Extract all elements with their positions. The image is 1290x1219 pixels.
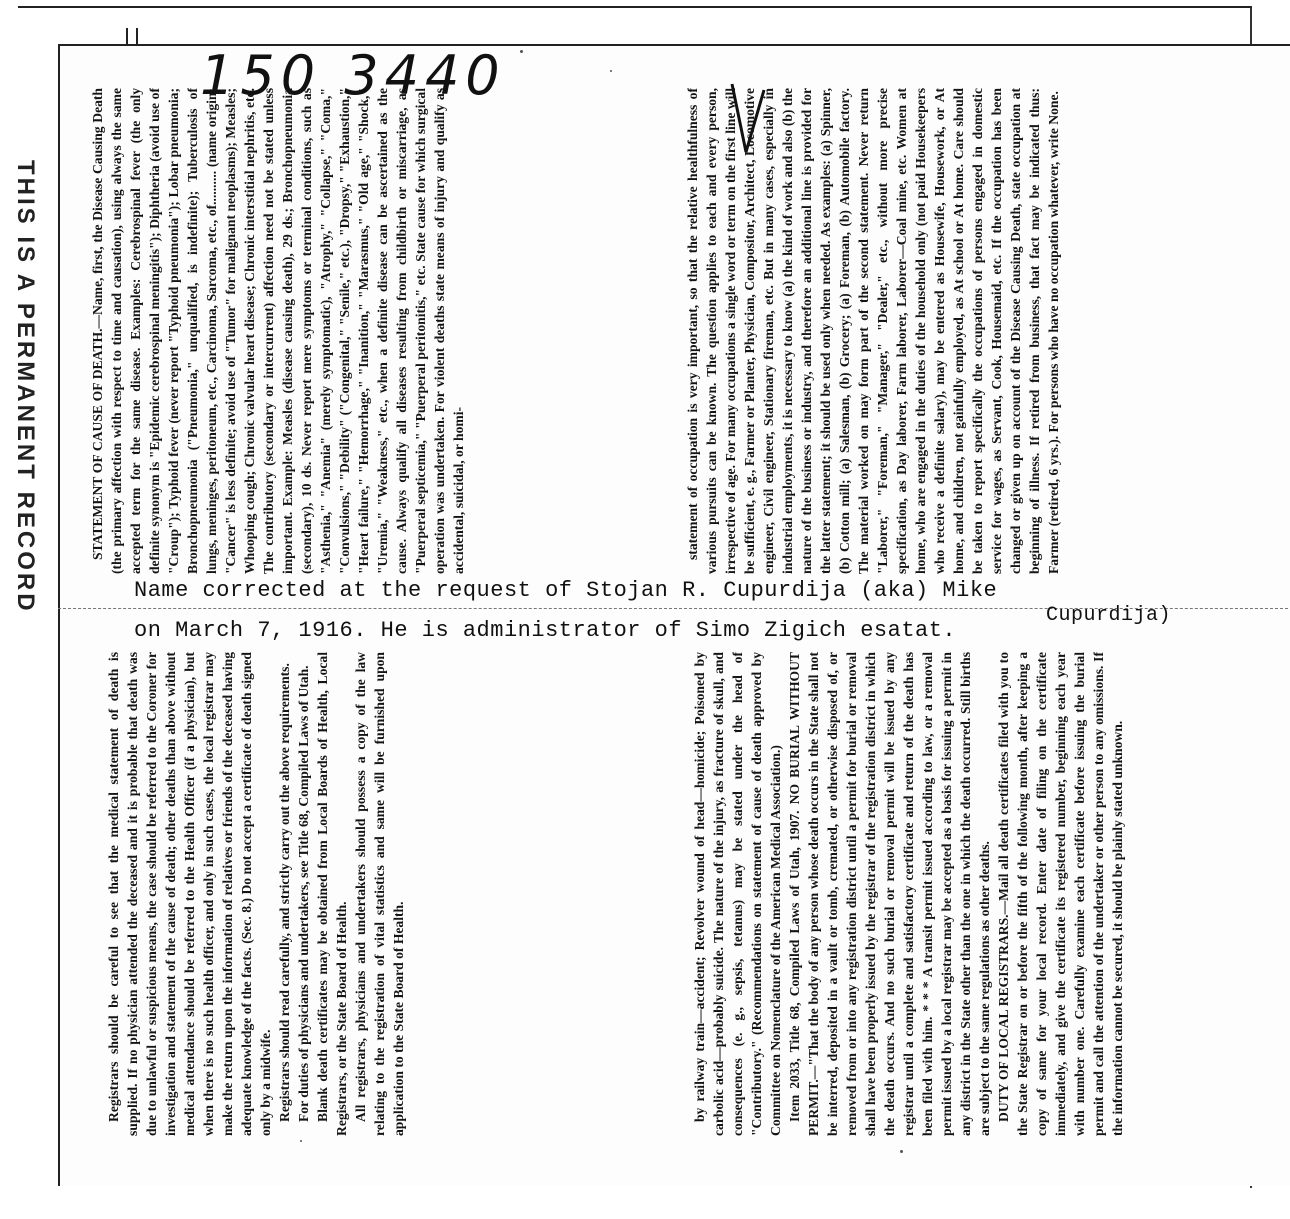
speck: [520, 50, 523, 53]
upper-column-cause-of-death: [84, 88, 679, 574]
lower-column-burial-permit: [686, 652, 1272, 1136]
speck: [610, 70, 612, 72]
lower-column-2-para-2: Registrars should read carefully, and strictly carry out the above requirements.: [277, 663, 292, 1122]
lower-column-1-para-3: DUTY OF LOCAL REGISTRARS.—Mail all death certificates filed with you to the State Registrar on or before the fifth of the following month, after keeping a copy of same for your local record. Enter date of filing on the certificate immediately, and give the certificate its registered number, beginning each year with number one. Carefully examine each certificate before issuing the burial permit and call the attention of the undertaker or other person to any omissions. If the information cannot be secured, it should be plainly stated unknown.: [996, 652, 1125, 1136]
handwritten-record-number: 150 3440: [200, 44, 506, 107]
side-strip: [2, 160, 48, 1160]
lower-column-registrars: [100, 652, 686, 1136]
lower-column-2-para-3: For duties of physicians and undertakers, see Title 68, Compiled Laws of Utah.: [296, 665, 311, 1122]
upper-column-occupation: [679, 88, 1274, 574]
upper-column-2-text: STATEMENT OF CAUSE OF DEATH.—Name, first, the Disease Causing Death (the primary affection with respect to time and causation), using always the same accepted term for the same disease. Examples: Cerebrospinal fever (the only definite synonym is "Epidemic cerebrospinal meningitis"); Diphtheria (avoid use of "Croup"); Typhoid fever (never report "Typhoid pneumonia"); Lobar pneumonia; Bronchopneumonia ("Pneumonia," unqualified, is indefinite); Tuberculosis of lungs, meninges, peritoneum, etc., Carcinoma, Sarcoma, etc., of.......... (name origin; "Cancer" is less definite; avoid use of "Tumor" for malignant neoplasms); Measles; Whooping cough; Chronic valvular heart disease; Chronic interstitial nephritis, etc. The contributory (secondary or intercurrent) affection need not be stated unless important. Example: Measles (disease causing death), 29 ds.; Bronchopneumonia (secondary), 10 ds. Never report mere symptoms or terminal conditions, such as "Asthenia," "Anemia" (merely symptomatic), "Atrophy," "Collapse," "Coma," "Convulsions," "Debility" ("Congenital," "Senile," etc.), "Dropsy," "Exhaustion," "Heart failure," "Hemorrhage," "Inanition," "Marasmus," "Old age," "Shock," "Uremia," "Weakness," etc., when a definite disease can be ascertained as the cause. Always qualify all diseases resulting from childbirth or miscarriage, as "Puerperal septicemia," "Puerperal peritonitis," etc. State cause for which surgical operation was undertaken. For violent deaths state means of injury and qualify as accidental, suicidal, or homi-: [90, 88, 466, 574]
upper-column-1-text: statement of occupation is very important, so that the relative healthfulness of various pursuits can be known. The question applies to each and every person, irrespective of age. For many occupations a single word or term on the first line will be sufficient, e. g., Farmer or Planter, Physician, Compositor, Architect, Locomotive engineer, Civil engineer, Stationary fireman, etc. But in many cases, especially in industrial employments, it is necessary to know (a) the kind of work and also (b) the nature of the business or industry, and therefore an additional line is provided for the latter statement; it should be used only when needed. As examples: (a) Spinner, (b) Cotton mill; (a) Salesman, (b) Grocery; (a) Foreman, (b) Automobile factory. The material worked on may form part of the second statement. Never return "Laborer," "Foreman," "Manager," "Dealer," etc., without more precise specification, as Day laborer, Farm laborer, Laborer—Coal mine, etc. Women at home, who are engaged in the duties of the household only (not paid Housekeepers who receive a definite salary), may be entered as Housewife, Housework, or At home, and children, not gainfully employed, as At school or At home. Care should be taken to report specifically the occupations of persons engaged in domestic service for wages, as Servant, Cook, Housemaid, etc. If the occupation has been changed or given up on account of the Disease Causing Death, state occupation at beginning of illness. If retired from business, that fact may be indicated thus: Farmer (retired, 6 yrs.). For persons who have no occupation whatever, write None.: [685, 88, 1061, 574]
lower-column-1-para-1: by railway train—accident; Revolver wound of head—homicide; Poisoned by carbolic acid—probably suicide. The nature of the injury, as fracture of skull, and consequences (e. g., sepsis, tetanus) may be stated under the head of "Contributory." (Recommendations on statement of cause of death approved by Committee on Nomenclature of the American Medical Association.): [692, 652, 783, 1136]
upper-printed-block: [84, 88, 1274, 574]
lower-column-1-para-2: Item 2033, Title 68, Compiled Laws of Utah, 1907. NO BURIAL WITHOUT PERMIT.—"That the body of any person whose death occurs in the State shall not be interred, deposited in a vault or tomb, cremated, or otherwise disposed of, or removed from or into any registration district until a permit for burial or removal shall have been properly issued by the registrar of the registration district in which the death occurs. And no such burial or removal permit will be issued by any registrar until a complete and satisfactory certificate and return of the death has been filed with him. * * * A transit permit issued according to law, or a removal permit issued by a local registrar may be accepted as a basis for issuing a permit in any district in the State other than the one in which the death occurred. Still births are subject to the same regulations as other deaths.: [787, 652, 992, 1136]
typed-note-line-2: on March 7, 1916. He is administrator of Simo Zigich esatat.: [134, 618, 957, 643]
lower-column-2-para-4: Blank death certificates may be obtained from Local Boards of Health, Local Registrars, or the State Board of Health.: [315, 652, 349, 1136]
typed-note-line-1: Name corrected at the request of Stojan R. Cupurdija (aka) Mike: [134, 578, 998, 603]
typed-note-line-2-tail: Cupurdija): [1046, 604, 1172, 627]
lower-column-2-para-1: Registrars should be careful to see that the medical statement of death is supplied. If no physician attended the deceased and it is probable that death was due to unlawful or suspicious means, the case should be referred to the Coroner for investigation and statement of the cause of death; other deaths than above without medical attendance should be referred to the Health Officer (if a physician), but when there is no such health officer, and only in such cases, the local registrar may make the return upon the information of relatives or friends of the deceased having adequate knowledge of the facts. (Sec. 8.) Do not accept a certificate of death signed only by a midwife.: [106, 652, 273, 1136]
side-strip-text: THIS IS A PERMANENT RECORD: [12, 160, 39, 614]
speck: [900, 1150, 903, 1153]
speck: [300, 1140, 302, 1142]
staple-mark: [126, 28, 138, 44]
lower-printed-block: [100, 652, 1272, 1136]
lower-column-2-para-5: All registrars, physicians and undertakers should possess a copy of the law relating to the registration of vital statistics and same will be furnished upon application to the State Board of Health.: [353, 652, 406, 1136]
